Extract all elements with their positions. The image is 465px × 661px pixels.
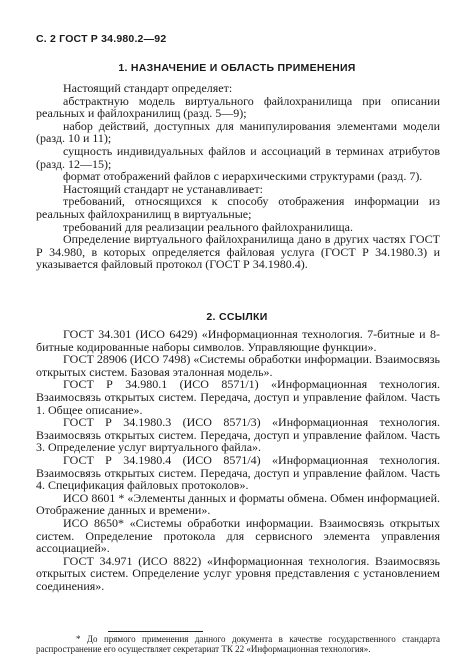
reference-item: ГОСТ Р 34.1980.3 (ИСО 8571/3) «Информационная технология. Взаимосвязь открытых систем. Передача, доступ и управление файлом. Часть 3. Определение услуг виртуального файла».	[36, 415, 440, 455]
reference-item: ГОСТ Р 34.1980.4 (ИСО 8571/4) «Информационная технология. Взаимосвязь открытых систем. Передача, доступ и управление файлом. Часть 4. Спецификация файловых протоколов».	[36, 452, 440, 493]
reference-item: ИСО 8601 * «Элементы данных и форматы обмена. Обмен информацией. Отображение данных и времени».	[36, 490, 440, 518]
paragraph: требований, относящихся к способу отображения информации из реальных файлохранилищ в виртуальные;	[36, 194, 440, 221]
paragraph: абстрактную модель виртуального файлохранилища при описании реальных и файлохранилищ (разд. 5—9);	[36, 93, 440, 121]
paragraph: требований для реализации реального файлохранилища.	[63, 219, 353, 234]
section-2-body	[36, 328, 440, 592]
paragraph: набор действий, доступных для манипулирования элементами модели (разд. 10 и 11);	[36, 118, 440, 146]
reference-item: ГОСТ 34.971 (ИСО 8822) «Информационная технология. Взаимосвязь открытых систем. Определение услуг уровня представления с установлением соединения».	[36, 553, 440, 593]
footnote-divider	[108, 631, 203, 632]
reference-item: ИСО 8650* «Системы обработки информации. Взаимосвязь открытых систем. Определение протокола для сервисного элемента управления ассоциацией».	[36, 515, 440, 556]
paragraph: Настоящий стандарт определяет:	[63, 81, 233, 95]
reference-item: ГОСТ Р 34.980.1 (ИСО 8571/1) «Информационная технология. Взаимосвязь открытых систем. Передача, доступ и управление файлом. Часть 1. Общее описание».	[36, 377, 440, 417]
section-1-title: 1. НАЗНАЧЕНИЕ И ОБЛАСТЬ ПРИМЕНЕНИЯ	[118, 62, 356, 74]
footnote: * До прямого применения данного документа в качестве государственного стандарта распространение его осуществляет секретариат ТК 22 «Информационная технология».	[36, 634, 440, 654]
section-1-body	[36, 82, 440, 271]
reference-item: ГОСТ 28906 (ИСО 7498) «Системы обработки информации. Взаимосвязь открытых систем. Базовая эталонная модель».	[36, 352, 440, 379]
paragraph: Настоящий стандарт не устанавливает:	[63, 181, 263, 196]
paragraph: сущность индивидуальных файлов и ассоциаций в терминах атрибутов (разд. 12—15);	[36, 143, 440, 171]
reference-item: ГОСТ 34.301 (ИСО 6429) «Информационная технология. 7-битные и 8-битные кодированные наборы символов. Управляющие функции».	[36, 327, 440, 354]
page-header: С. 2 ГОСТ Р 34.980.2—92	[36, 33, 167, 45]
section-2-title: 2. ССЫЛКИ	[206, 311, 268, 323]
paragraph: формат отображений файлов с иерархическими структурами (разд. 7).	[63, 169, 423, 184]
paragraph: Определение виртуального файлохранилища дано в других частях ГОСТ Р 34.980, в которых определяется файловая услуга (ГОСТ Р 34.1980.3) и указывается файловый протокол (ГОСТ Р 34.1980.4).	[36, 232, 440, 272]
